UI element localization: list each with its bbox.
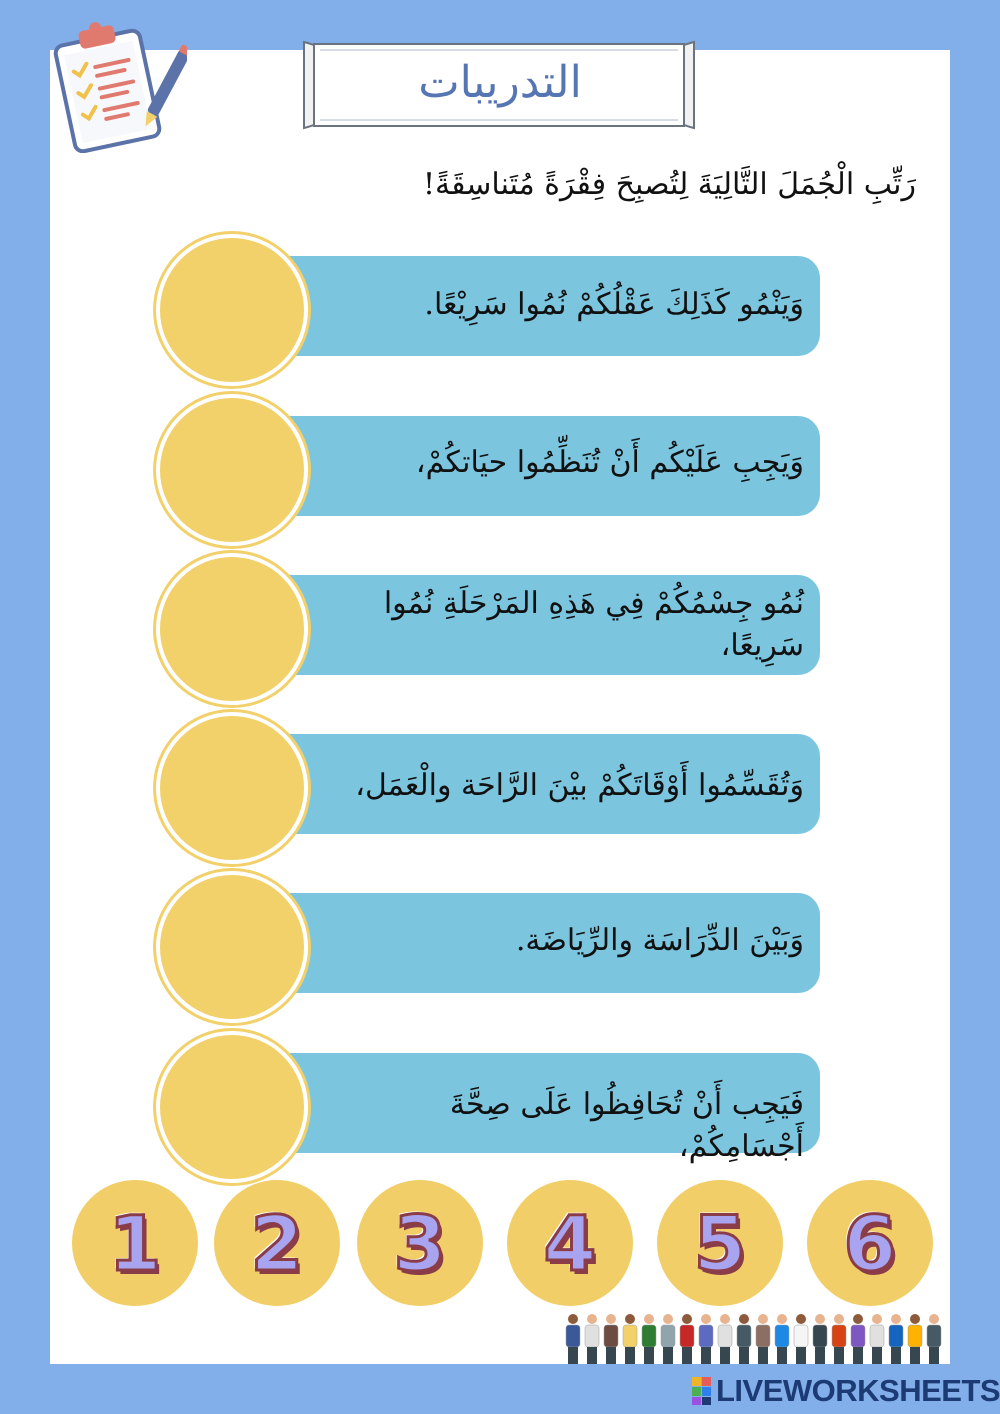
person-figure [718, 1314, 732, 1364]
person-head [815, 1314, 825, 1324]
number-token-5[interactable] [657, 1180, 783, 1306]
liveworksheets-brand [692, 1374, 1000, 1408]
sentence-row [0, 394, 1000, 554]
person-body [927, 1325, 941, 1347]
number-token-6[interactable] [807, 1180, 933, 1306]
person-legs [568, 1347, 578, 1364]
person-figure [851, 1314, 865, 1364]
person-head [758, 1314, 768, 1324]
person-head [606, 1314, 616, 1324]
person-figure [756, 1314, 770, 1364]
person-figure [680, 1314, 694, 1364]
person-body [699, 1325, 713, 1347]
person-body [642, 1325, 656, 1347]
person-figure [927, 1314, 941, 1364]
person-legs [796, 1347, 806, 1364]
person-legs [758, 1347, 768, 1364]
number-label: 4 [543, 1198, 597, 1288]
person-head [720, 1314, 730, 1324]
person-legs [625, 1347, 635, 1364]
sentence-text: وَبَيْنَ الدِّرَاسَة والرِّيَاضَة. [515, 923, 804, 958]
person-figure [623, 1314, 637, 1364]
person-head [796, 1314, 806, 1324]
sentence-row [0, 1031, 1000, 1191]
person-body [870, 1325, 884, 1347]
person-head [701, 1314, 711, 1324]
sentence-text: وَتُقَسِّمُوا أَوْقَاتَكُمْ بيْنَ الرَّاحَة والْعَمَل، [355, 768, 804, 803]
person-body [908, 1325, 922, 1347]
number-label: 3 [393, 1198, 447, 1288]
person-body [851, 1325, 865, 1347]
person-legs [739, 1347, 749, 1364]
person-body [566, 1325, 580, 1347]
answer-drop-circle[interactable] [156, 871, 308, 1023]
person-legs [910, 1347, 920, 1364]
answer-drop-circle[interactable] [156, 1031, 308, 1183]
person-figure [870, 1314, 884, 1364]
sentence-text: فَيَجِب أَنْ تُحَافِظُوا عَلَى صِحَّةَ أَجْسَامِكُمْ، [449, 1087, 804, 1164]
person-body [680, 1325, 694, 1347]
person-body [737, 1325, 751, 1347]
number-label: 2 [250, 1198, 304, 1288]
number-token-2[interactable] [214, 1180, 340, 1306]
person-legs [853, 1347, 863, 1364]
person-head [834, 1314, 844, 1324]
person-body [718, 1325, 732, 1347]
instruction-text: رَتِّبِ الْجُمَلَ التَّالِيَةَ لِتُصبِحَ فِقْرَةً مُتَناسِقَةً! [422, 167, 916, 202]
person-body [585, 1325, 599, 1347]
person-head [625, 1314, 635, 1324]
answer-drop-circle[interactable] [156, 553, 308, 705]
person-head [739, 1314, 749, 1324]
person-figure [566, 1314, 580, 1364]
person-figure [813, 1314, 827, 1364]
person-head [682, 1314, 692, 1324]
person-legs [606, 1347, 616, 1364]
person-head [872, 1314, 882, 1324]
person-legs [644, 1347, 654, 1364]
liveworksheets-logo-icon [692, 1377, 712, 1405]
professions-people-illustration [565, 1310, 955, 1366]
number-label: 5 [693, 1198, 747, 1288]
person-figure [642, 1314, 656, 1364]
person-head [663, 1314, 673, 1324]
person-head [568, 1314, 578, 1324]
number-token-1[interactable] [72, 1180, 198, 1306]
person-legs [815, 1347, 825, 1364]
brand-text: LIVEWORKSHEETS [716, 1373, 1000, 1408]
sentence-text: وَيَجِبِ عَلَيْكُم أَنْ تُنَظِّمُوا حيَاتكُمْ، [415, 445, 804, 480]
person-legs [720, 1347, 730, 1364]
sentence-row [0, 234, 1000, 394]
person-head [853, 1314, 863, 1324]
answer-drop-circle[interactable] [156, 712, 308, 864]
person-body [813, 1325, 827, 1347]
person-figure [775, 1314, 789, 1364]
person-head [587, 1314, 597, 1324]
sentence-text: وَيَنْمُو كَذَلِكَ عَقْلُكُمْ نُمُوا سَرِيْعًا. [424, 287, 804, 322]
person-body [661, 1325, 675, 1347]
person-head [910, 1314, 920, 1324]
person-figure [661, 1314, 675, 1364]
sentence-row [0, 553, 1000, 713]
answer-drop-circle[interactable] [156, 394, 308, 546]
person-figure [585, 1314, 599, 1364]
person-legs [834, 1347, 844, 1364]
answer-drop-circle[interactable] [156, 234, 308, 386]
person-figure [737, 1314, 751, 1364]
person-head [891, 1314, 901, 1324]
person-body [623, 1325, 637, 1347]
person-body [794, 1325, 808, 1347]
person-head [929, 1314, 939, 1324]
person-body [756, 1325, 770, 1347]
person-figure [889, 1314, 903, 1364]
person-figure [832, 1314, 846, 1364]
sentence-row [0, 712, 1000, 872]
person-figure [699, 1314, 713, 1364]
person-body [832, 1325, 846, 1347]
page-title: التدريبات [418, 56, 582, 108]
person-legs [701, 1347, 711, 1364]
person-head [644, 1314, 654, 1324]
person-body [775, 1325, 789, 1347]
sentence-text: نُمُو جِسْمُكُمْ فِي هَذِهِ المَرْحَلَةِ نُمُوا سَرِيعًا، [383, 586, 804, 663]
number-token-4[interactable] [507, 1180, 633, 1306]
person-legs [872, 1347, 882, 1364]
person-legs [682, 1347, 692, 1364]
sentence-row [0, 871, 1000, 1031]
clipboard-checklist-icon [52, 18, 187, 153]
person-legs [929, 1347, 939, 1364]
person-figure [794, 1314, 808, 1364]
number-label: 1 [108, 1198, 162, 1288]
number-token-3[interactable] [357, 1180, 483, 1306]
number-label: 6 [843, 1198, 897, 1288]
person-legs [587, 1347, 597, 1364]
person-head [777, 1314, 787, 1324]
person-legs [663, 1347, 673, 1364]
person-body [889, 1325, 903, 1347]
person-figure [908, 1314, 922, 1364]
person-figure [604, 1314, 618, 1364]
person-legs [891, 1347, 901, 1364]
person-legs [777, 1347, 787, 1364]
person-body [604, 1325, 618, 1347]
